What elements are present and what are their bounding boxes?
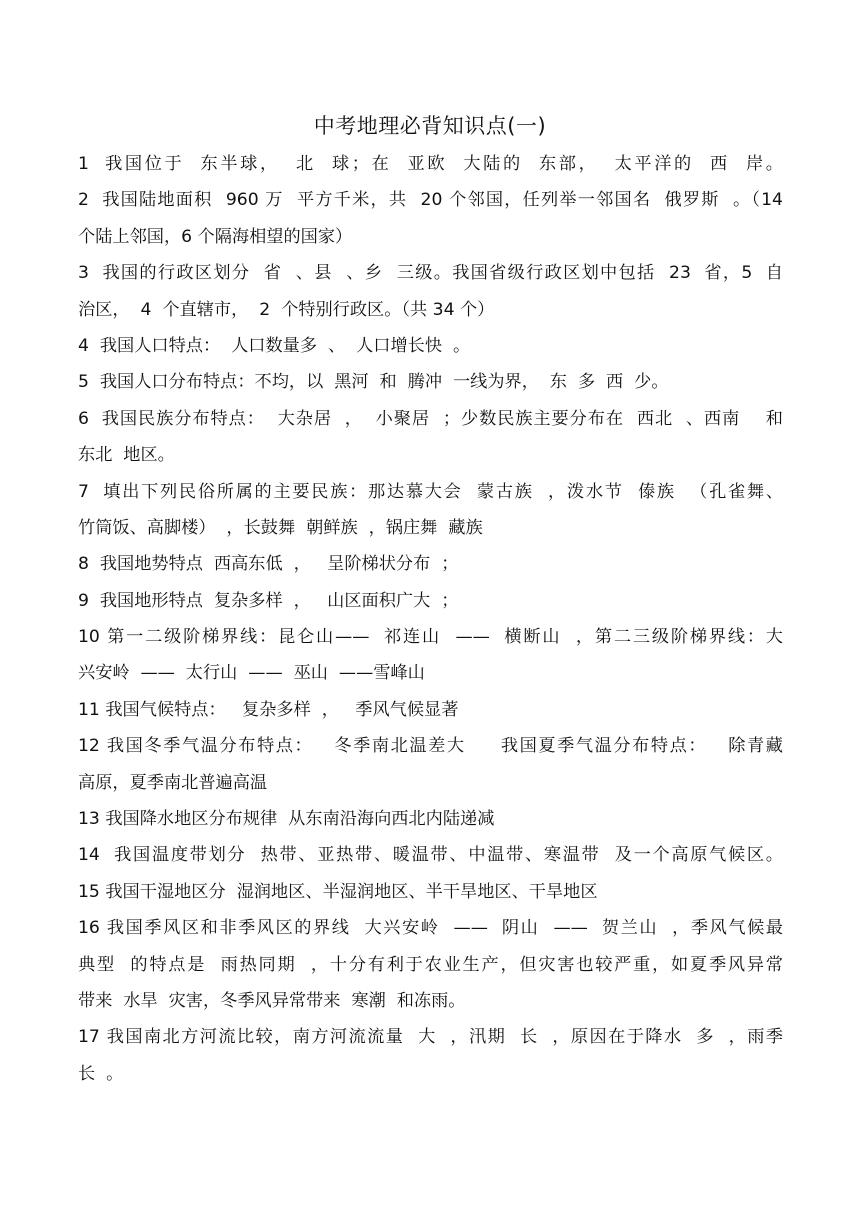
text-line: 11 我国气候特点： 复杂多样 ， 季风气候显著 (78, 699, 459, 720)
text-line: 12 我国冬季气温分布特点： 冬季南北温差大 我国夏季气温分布特点： 除青藏 (78, 736, 783, 757)
text-line: 13 我国降水地区分布规律 从东南沿海向西北内陆递减 (78, 809, 495, 830)
text-line: 1 我国位于 东半球， 北 球；在 亚欧 大陆的 东部， 太平洋的 西 岸。 (78, 154, 783, 174)
text-line: 3 我国的行政区划分 省 、县 、乡 三级。我国省级行政区划中包括 23 省，5 自 (78, 263, 783, 284)
text-line: 个陆上邻国，6 个隔海相望的国家） (78, 226, 353, 247)
text-line: 16 我国季风区和非季风区的界线 大兴安岭 —— 阴山 —— 贺兰山 ，季风气候最 (78, 918, 783, 939)
document-title: 中考地理必背知识点(一) (313, 114, 547, 138)
text-line: 典型 的特点是 雨热同期 ，十分有利于农业生产，但灾害也较严重，如夏季风异常 (78, 954, 783, 975)
text-line: 9 我国地形特点 复杂多样 ， 山区面积广大 ； (78, 590, 459, 611)
text-line: 8 我国地势特点 西高东低 ， 呈阶梯状分布 ； (78, 554, 459, 575)
text-line: 竹筒饭、高脚楼） ，长鼓舞 朝鲜族 ，锅庄舞 藏族 (78, 517, 483, 538)
text-line: 15 我国干湿地区分 湿润地区、半湿润地区、半干旱地区、干旱地区 (78, 881, 598, 902)
text-line: 东北 地区。 (78, 445, 175, 466)
text-line: 治区， 4 个直辖市， 2 个特别行政区。（共 34 个） (78, 299, 495, 320)
text-line: 4 我国人口特点： 人口数量多 、 人口增长快 。 (78, 335, 471, 356)
text-line: 兴安岭 —— 太行山 —— 巫山 ——雪峰山 (78, 663, 425, 684)
text-line: 17 我国南北方河流比较，南方河流流量 大 ，汛期 长 ，原因在于降水 多 ，雨季 (78, 1027, 783, 1048)
text-line: 2 我国陆地面积 960 万 平方千米，共 20 个邻国，任列举一邻国名 俄罗斯 。（14 (78, 190, 783, 211)
text-line: 高原，夏季南北普遍高温 (78, 772, 268, 793)
text-line: 5 我国人口分布特点：不均，以 黑河 和 腾冲 一线为界， 东 多 西 少。 (78, 372, 669, 393)
text-line: 7 填出下列民俗所属的主要民族：那达慕大会 蒙古族 ，泼水节 傣族 （孔雀舞、 (78, 481, 783, 502)
text-line: 14 我国温度带划分 热带、亚热带、暖温带、中温带、寒温带 及一个高原气候区。 (78, 845, 783, 866)
document-body (78, 146, 783, 1092)
text-line: 带来 水旱 灾害，冬季风异常带来 寒潮 和冻雨。 (78, 990, 466, 1011)
text-line: 10 第一二级阶梯界线：昆仑山—— 祁连山 —— 横断山 ，第二三级阶梯界线：大 (78, 627, 783, 648)
text-line: 6 我国民族分布特点： 大杂居 ， 小聚居 ；少数民族主要分布在 西北 、西南 和 (78, 408, 783, 429)
text-line: 长 。 (78, 1063, 124, 1084)
